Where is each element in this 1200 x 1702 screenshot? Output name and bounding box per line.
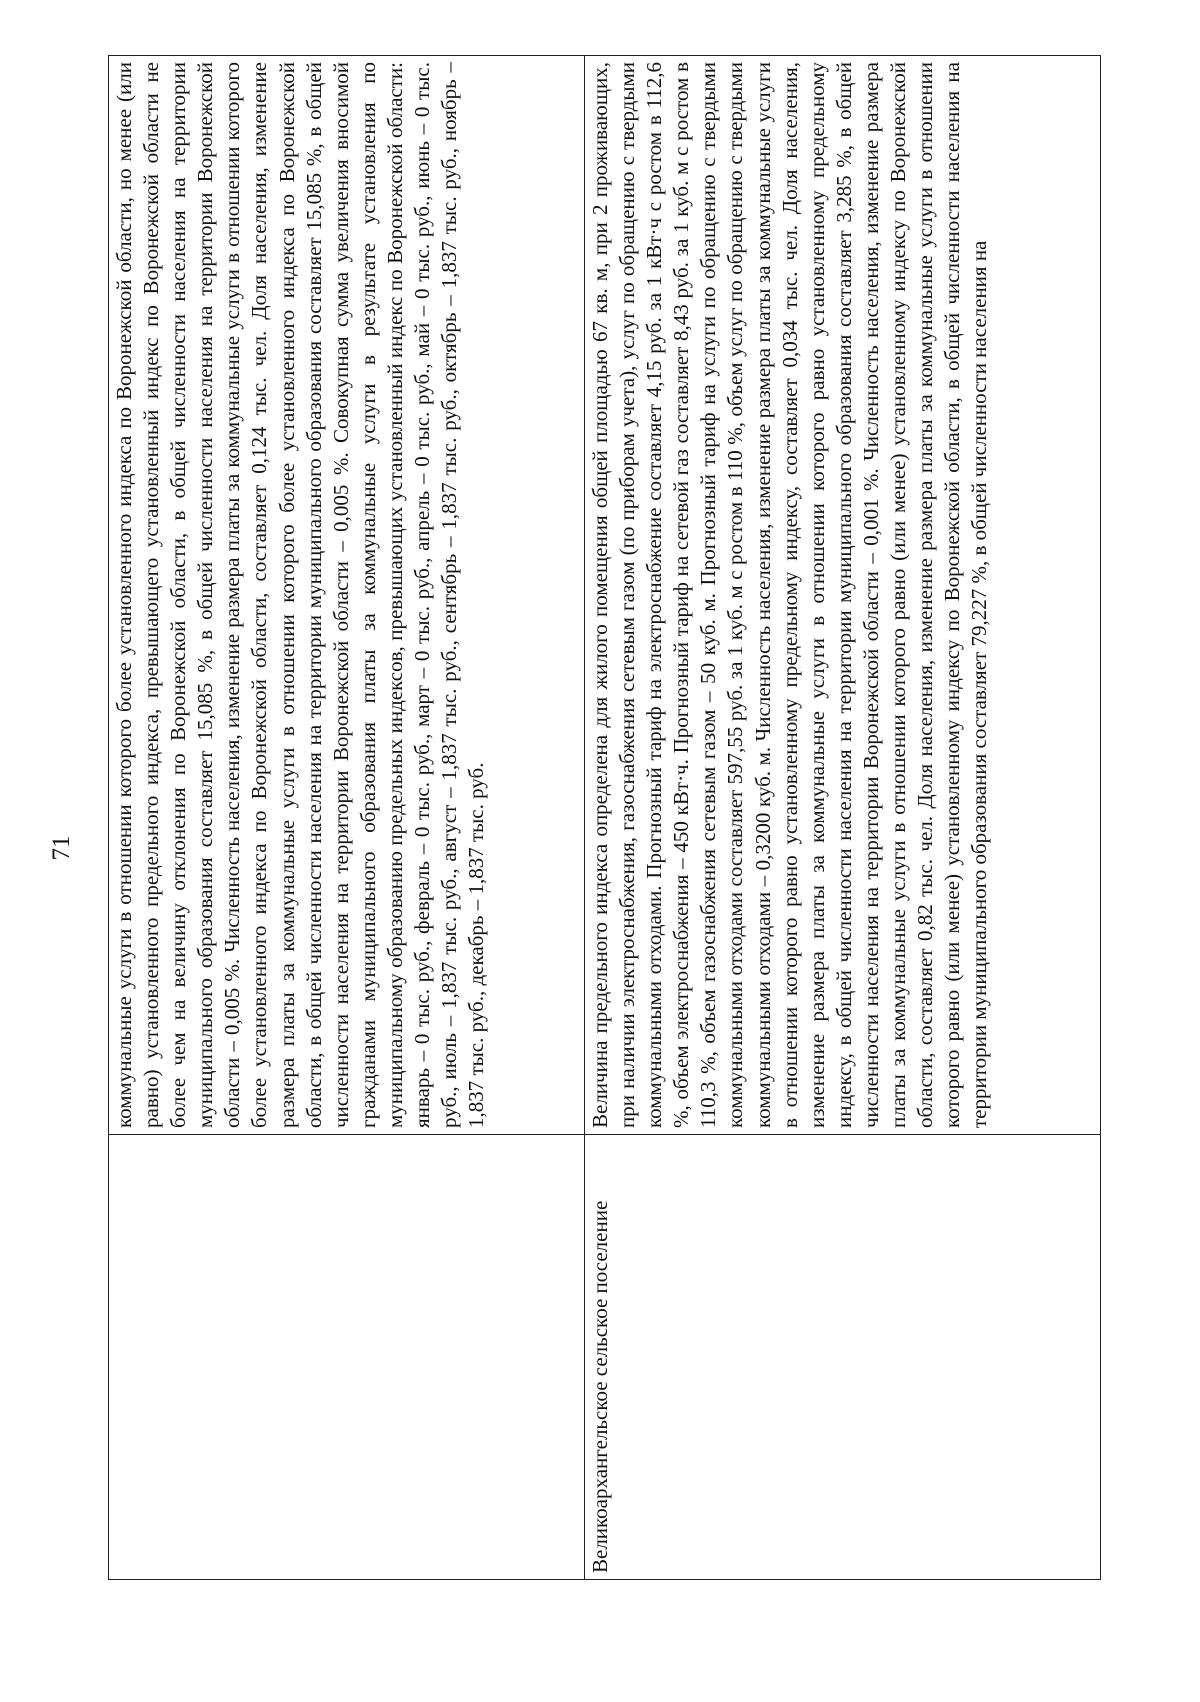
municipality-cell (109, 1135, 585, 1580)
municipality-cell: Великоархангельское сельское поселение (585, 1135, 1101, 1580)
table-row (585, 56, 1101, 1580)
page-number: 71 (48, 835, 75, 861)
description-cell: Величина предельного индекса определена для жилого помещения общей площадью 67 кв. м, при 2 проживающих, при наличии электроснабжения, газоснабжения сетевым газом (по приборам учета), услуг по обращению с твердыми коммунальными отходами. Прогнозный тариф на электроснабжение составляет 4,15 руб. за 1 кВт·ч с ростом в 112,6 %, объем электроснабжения – 450 кВт·ч. Прогнозный тариф на сетевой газ составляет 8,43 руб. за 1 куб. м с ростом в 110,3 %, объем газоснабжения сетевым газом – 50 куб. м. Прогнозный тариф на услуги по обращению с твердыми коммунальными отходами составляет 597,55 руб. за 1 куб. м с ростом в 110 %, объем услуг по обращению с твердыми коммунальными отходами – 0,3200 куб. м. Численность населения, изменение размера платы за коммунальные услуги в отношении которого равно установленному предельному индексу, составляет 0,034 тыс. чел. Доля населения, изменение размера платы за коммунальные услуги в отношении которого равно установленному предельному индексу, в общей численности населения на территории муниципального образования составляет 3,285 %, в общей численности населения на территории Воронежской области – 0,001 %. Численность населения, изменение размера платы за коммунальные услуги в отношении которого равно (или менее) установленному индексу по Воронежской области, составляет 0,82 тыс. чел. Доля населения, изменение размера платы за коммунальные услуги в отношении которого равно (или менее) установленному индексу по Воронежской области, в общей численности населения на территории муниципального образования составляет 79,227 %, в общей численности населения на (585, 56, 1101, 1135)
description-cell: коммунальные услуги в отношении которого более установленного индекса по Воронежской области, но менее (или равно) установленного предельного индекса, превышающего установленный индекс по Воронежской области не более чем на величину отклонения по Воронежской области, в общей численности населения на территории муниципального образования составляет 15,085 %, в общей численности населения на территории Воронежской области – 0,005 %. Численность населения, изменение размера платы за коммунальные услуги в отношении которого более установленного индекса по Воронежской области, составляет 0,124 тыс. чел. Доля населения, изменение размера платы за коммунальные услуги в отношении которого более установленного индекса по Воронежской области, в общей численности населения на территории муниципального образования составляет 15,085 %, в общей численности населения на территории Воронежской области – 0,005 %. Совокупная сумма увеличения вносимой гражданами муниципального образования платы за коммунальные услуги в результате установления по муниципальному образованию предельных индексов, превышающих установленный индекс по Воронежской области: январь – 0 тыс. руб., февраль – 0 тыс. руб., март – 0 тыс. руб., апрель – 0 тыс. руб., май – 0 тыс. руб., июнь – 0 тыс. руб., июль – 1,837 тыс. руб., август – 1,837 тыс. руб., сентябрь – 1,837 тыс. руб., октябрь – 1,837 тыс. руб., ноябрь – 1,837 тыс. руб., декабрь – 1,837 тыс. руб. (109, 56, 585, 1135)
rotated-page-content (108, 62, 1100, 1580)
tariff-index-table (108, 55, 1101, 1580)
table-row (109, 56, 585, 1580)
